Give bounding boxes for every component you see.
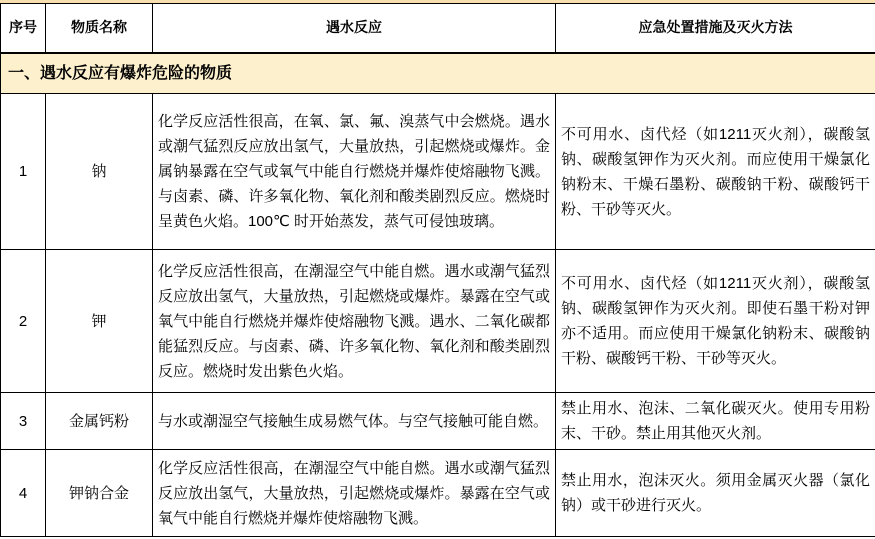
serial-number-cell: 3: [1, 393, 46, 450]
serial-number-cell: 2: [1, 250, 46, 393]
column-header-emergency-measures: 应急处置措施及灭火方法: [556, 4, 875, 53]
section-header-row: [1, 53, 875, 94]
section-title: 一、遇水反应有爆炸危险的物质: [1, 53, 875, 94]
water-reaction-cell: 化学反应活性很高，在潮湿空气中能自燃。遇水或潮气猛烈反应放出氢气，大量放热，引起燃烧或爆炸。暴露在空气或氧气中能自行燃烧并爆炸使熔融物飞溅。: [153, 450, 556, 537]
serial-number-cell: 4: [1, 450, 46, 537]
column-header-serial-number: 序号: [1, 4, 46, 53]
emergency-measures-cell: 禁止用水、泡沫、二氧化碳灭火。使用专用粉末、干砂。禁止用其他灭火剂。: [556, 393, 875, 450]
table-row: [1, 393, 875, 450]
table-row: [1, 250, 875, 393]
emergency-measures-cell: 不可用水、卤代烃（如1211灭火剂），碳酸氢钠、碳酸氢钾作为灭火剂。而应使用干燥氯化钠粉末、干燥石墨粉、碳酸钠干粉、碳酸钙干粉、干砂等灭火。: [556, 94, 875, 250]
water-reaction-cell: 与水或潮湿空气接触生成易燃气体。与空气接触可能自燃。: [153, 393, 556, 450]
substance-name-cell: 钠: [46, 94, 153, 250]
column-header-substance-name: 物质名称: [46, 4, 153, 53]
water-reaction-cell: 化学反应活性很高，在氧、氯、氟、溴蒸气中会燃烧。遇水或潮气猛烈反应放出氢气，大量放热，引起燃烧或爆炸。金属钠暴露在空气或氧气中能自行燃烧并爆炸使熔融物飞溅。与卤素、磷、许多氧化物、氧化剂和酸类剧烈反应。燃烧时呈黄色火焰。100℃ 时开始蒸发，蒸气可侵蚀玻璃。: [153, 94, 556, 250]
emergency-measures-cell: 不可用水、卤代烃（如1211灭火剂），碳酸氢钠、碳酸氢钾作为灭火剂。即使石墨干粉对钾亦不适用。而应使用干燥氯化钠粉末、碳酸钠干粉、碳酸钙干粉、干砂等灭火。: [556, 250, 875, 393]
header-row: [1, 4, 875, 53]
substance-name-cell: 钾钠合金: [46, 450, 153, 537]
table-row: [1, 94, 875, 250]
substance-name-cell: 钾: [46, 250, 153, 393]
serial-number-cell: 1: [1, 94, 46, 250]
water-reactive-substances-table: [0, 3, 875, 537]
table-body: [1, 53, 875, 537]
table-header: [1, 4, 875, 53]
substance-name-cell: 金属钙粉: [46, 393, 153, 450]
table-row: [1, 450, 875, 537]
column-header-water-reaction: 遇水反应: [153, 4, 556, 53]
emergency-measures-cell: 禁止用水，泡沫灭火。须用金属灭火器（氯化钠）或干砂进行灭火。: [556, 450, 875, 537]
water-reaction-cell: 化学反应活性很高，在潮湿空气中能自燃。遇水或潮气猛烈反应放出氢气，大量放热，引起燃烧或爆炸。暴露在空气或氧气中能自行燃烧并爆炸使熔融物飞溅。遇水、二氧化碳都能猛烈反应。与卤素、磷、许多氧化物、氧化剂和酸类剧烈反应。燃烧时发出紫色火焰。: [153, 250, 556, 393]
